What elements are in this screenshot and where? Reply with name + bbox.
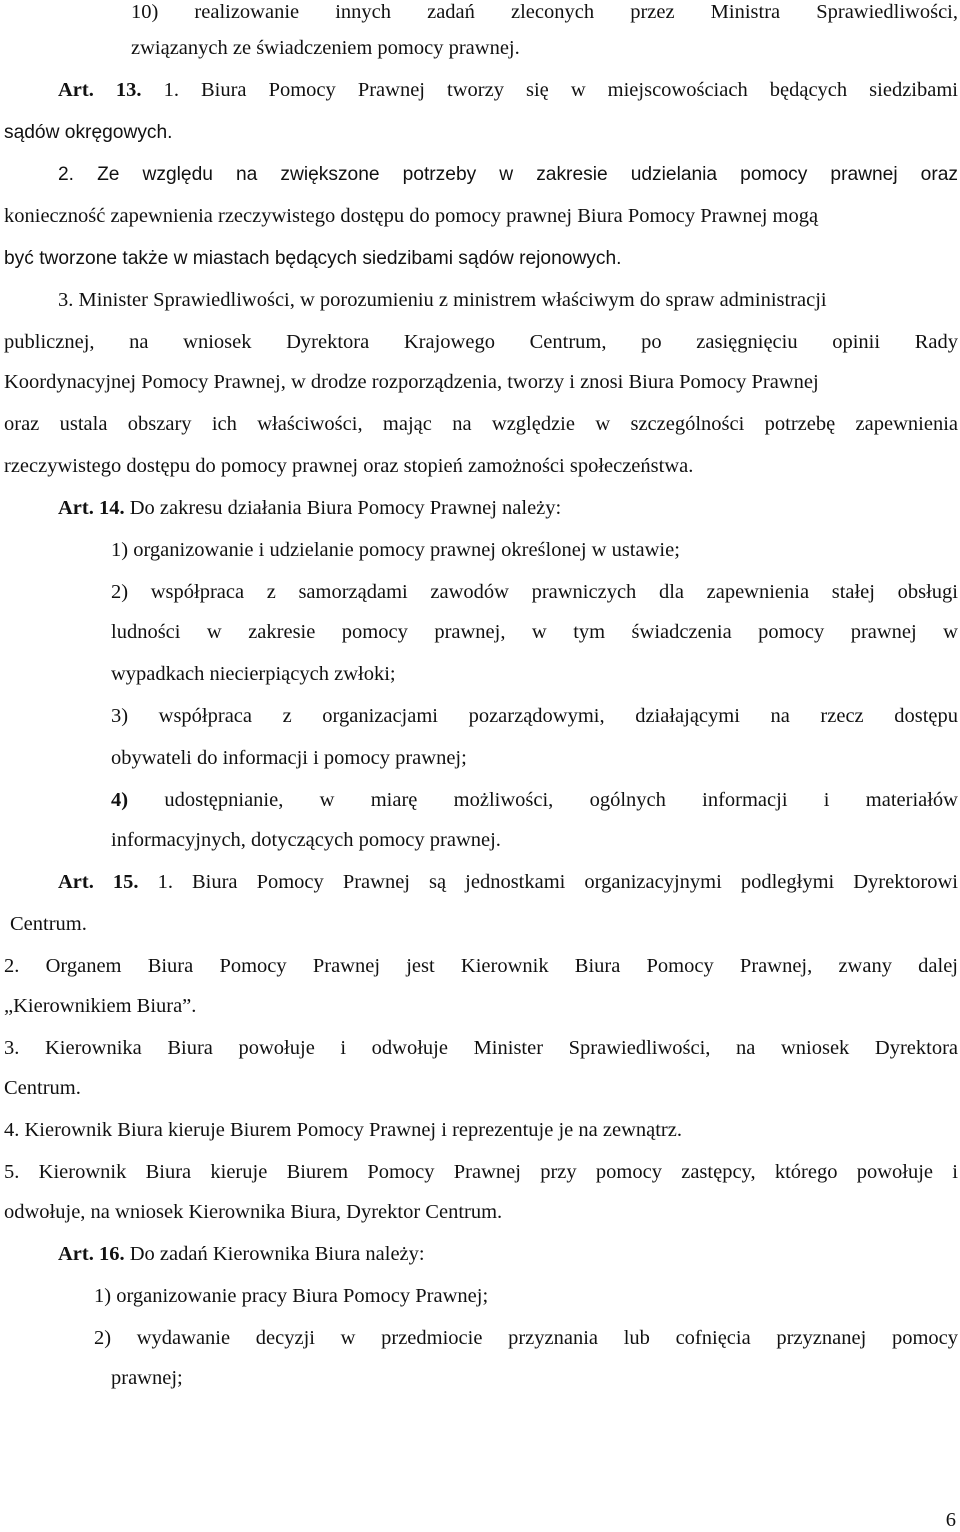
text: wypadkach niecierpiących zwłoki; xyxy=(111,663,396,685)
article-number: Art. 15. xyxy=(58,871,139,893)
text: Centrum. xyxy=(4,1077,81,1099)
text: Do zakresu działania Biura Pomocy Prawnej należy: xyxy=(124,497,562,519)
text: 2) współpraca z samorządami zawodów prawniczych dla zapewnienia stałej obsługi xyxy=(111,581,958,603)
text-line xyxy=(10,912,87,936)
text-line xyxy=(111,828,501,852)
text-line xyxy=(131,0,958,24)
text: 5. Kierownik Biura kieruje Biurem Pomocy Prawnej przy pomocy zastępcy, którego powołuje i xyxy=(4,1161,958,1183)
article-13-heading xyxy=(58,78,958,102)
text: 2) wydawanie decyzji w przedmiocie przyznania lub cofnięcia przyznanej pomocy xyxy=(94,1327,958,1349)
text: oraz ustala obszary ich właściwości, mając na względzie w szczególności potrzebę zapewnienia xyxy=(4,413,958,435)
article-16-heading xyxy=(58,1242,425,1266)
list-item xyxy=(94,1284,488,1308)
text: Koordynacyjnej Pomocy Prawnej, w drodze rozporządzenia, tworzy i znosi Biura Pomocy Prawnej xyxy=(4,371,819,393)
text: 2. Ze względu na zwiększone potrzeby w zakresie udzielania pomocy prawnej oraz xyxy=(58,164,958,185)
text: konieczność zapewnienia rzeczywistego dostępu do pomocy prawnej Biura Pomocy Prawnej mogą xyxy=(4,205,819,227)
text-line xyxy=(4,1118,682,1142)
article-number: Art. 14. xyxy=(58,497,125,519)
text-line xyxy=(4,120,173,145)
text-line xyxy=(4,1036,958,1060)
text: być tworzone także w miastach będących siedzibami sądów rejonowych. xyxy=(4,248,622,269)
list-item xyxy=(111,580,958,604)
text-line xyxy=(111,620,958,644)
text-line xyxy=(4,454,693,478)
text: Do zadań Kierownika Biura należy: xyxy=(124,1243,425,1265)
text: 4. Kierownik Biura kieruje Biurem Pomocy Prawnej i reprezentuje je na zewnątrz. xyxy=(4,1119,682,1141)
text-line xyxy=(4,1200,502,1224)
list-item xyxy=(111,538,680,562)
text: prawnej; xyxy=(111,1367,183,1389)
text: odwołuje, na wniosek Kierownika Biura, Dyrektor Centrum. xyxy=(4,1201,503,1223)
list-item xyxy=(111,788,958,812)
text-line xyxy=(4,954,958,978)
text-line xyxy=(131,36,520,60)
text: informacyjnych, dotyczących pomocy prawnej. xyxy=(111,829,501,851)
text: udostępnianie, w miarę możliwości, ogólnych informacji i materiałów xyxy=(128,789,958,811)
text: 2. Organem Biura Pomocy Prawnej jest Kierownik Biura Pomocy Prawnej, zwany dalej xyxy=(4,955,958,977)
text: „Kierownikiem Biura”. xyxy=(4,995,197,1017)
list-item xyxy=(111,704,958,728)
text: związanych ze świadczeniem pomocy prawnej. xyxy=(131,37,520,59)
text: sądów okręgowych. xyxy=(4,122,173,143)
text-line xyxy=(4,246,622,271)
text: ludności w zakresie pomocy prawnej, w tym świadczenia pomocy prawnej w xyxy=(111,621,958,643)
text: 10) realizowanie innych zadań zleconych przez Ministra Sprawiedliwości, xyxy=(131,1,958,23)
text: obywateli do informacji i pomocy prawnej; xyxy=(111,747,467,769)
text-line xyxy=(4,330,958,354)
article-14-heading xyxy=(58,496,561,520)
item-number: 4) xyxy=(111,789,129,811)
text: 3. Minister Sprawiedliwości, w porozumieniu z ministrem właściwym do spraw administracji xyxy=(58,289,827,311)
text-line xyxy=(4,412,958,436)
article-number: Art. 16. xyxy=(58,1243,125,1265)
text-line xyxy=(4,370,819,394)
text-line xyxy=(58,162,958,187)
text: rzeczywistego dostępu do pomocy prawnej oraz stopień zamożności społeczeństwa. xyxy=(4,455,694,477)
text-line xyxy=(111,1366,183,1390)
article-15-heading xyxy=(58,870,958,894)
text-line xyxy=(4,1160,958,1184)
text: 1. Biura Pomocy Prawnej są jednostkami organizacyjnymi podległymi Dyrektorowi xyxy=(138,871,959,893)
page-number: 6 xyxy=(945,1509,956,1531)
text-line xyxy=(4,204,818,228)
list-item xyxy=(94,1326,958,1350)
text-line xyxy=(111,746,467,770)
text: 1) organizowanie pracy Biura Pomocy Prawnej; xyxy=(94,1285,489,1307)
text: 1) organizowanie i udzielanie pomocy prawnej określonej w ustawie; xyxy=(111,539,680,561)
text: 1. Biura Pomocy Prawnej tworzy się w miejscowościach będących siedzibami xyxy=(141,79,958,101)
text-line xyxy=(111,662,396,686)
text: 3) współpraca z organizacjami pozarządowymi, działającymi na rzecz dostępu xyxy=(111,705,958,727)
text: publicznej, na wniosek Dyrektora Krajowego Centrum, po zasięgnięciu opinii Rady xyxy=(4,331,958,353)
text: Centrum. xyxy=(10,913,87,935)
text-line xyxy=(4,1076,81,1100)
text-line xyxy=(58,288,827,312)
text: 3. Kierownika Biura powołuje i odwołuje Minister Sprawiedliwości, na wniosek Dyrektora xyxy=(4,1037,958,1059)
text-line xyxy=(4,994,196,1018)
article-number: Art. 13. xyxy=(58,79,142,101)
